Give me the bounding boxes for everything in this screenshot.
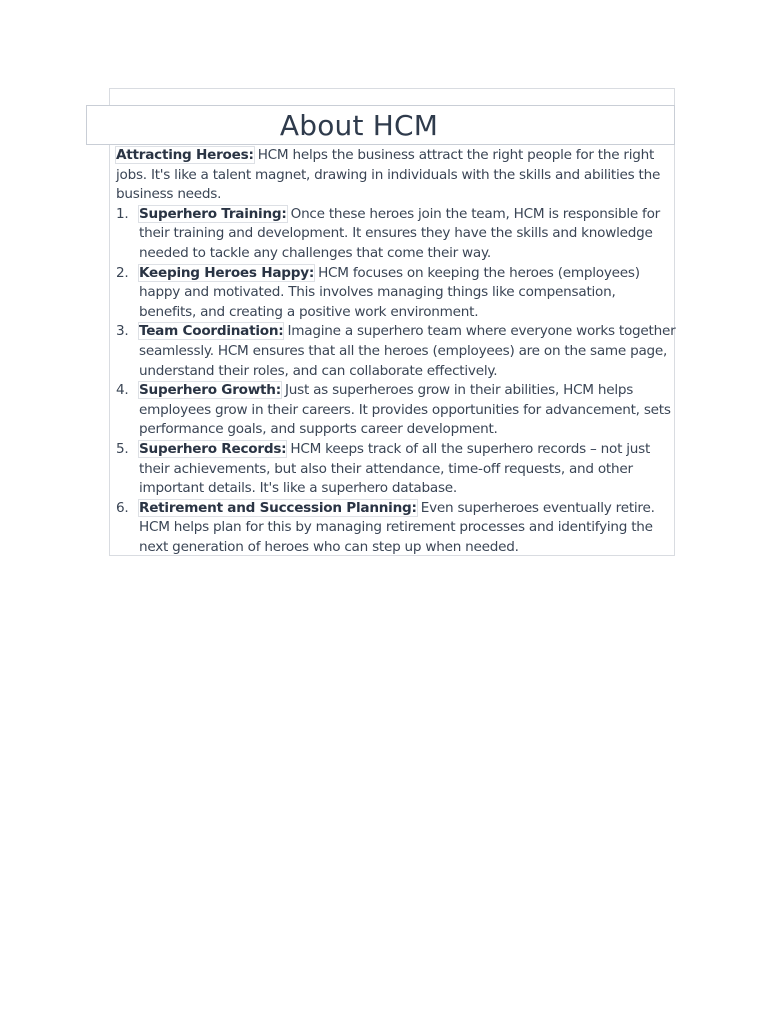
page-title: About HCM — [279, 109, 439, 142]
list-item-number: 4. — [116, 382, 129, 399]
list-item — [116, 322, 676, 381]
list-item-term: Team Coordination: — [139, 323, 284, 340]
list-item-term: Superhero Growth: — [139, 382, 281, 399]
list-item-text: Just as superheroes grow in their abilities, HCM helps employees grow in their careers. It provides opportunities for advancement, sets performance goals, and supports career development. — [139, 382, 671, 438]
list-item-term: Superhero Training: — [139, 205, 287, 222]
list-item-number: 2. — [116, 264, 129, 281]
intro-text: HCM helps the business attract the right people for the right jobs. It's like a talent magnet, drawing in individuals with the skills and abilities the business needs. — [116, 147, 661, 203]
list-item — [116, 264, 676, 323]
list-item-text: HCM focuses on keeping the heroes (employees) happy and motivated. This involves managing things like compensation, benefits, and creating a positive work environment. — [139, 264, 640, 320]
list-item — [116, 440, 676, 499]
intro-paragraph — [116, 146, 676, 205]
list-item-text: Even superheroes eventually retire. HCM helps plan for this by managing retirement processes and identifying the next generation of heroes who can step up when needed. — [139, 499, 655, 555]
hcm-function-list — [116, 205, 676, 558]
list-item — [116, 381, 676, 440]
list-item — [116, 205, 676, 264]
list-item-number: 1. — [116, 205, 129, 222]
list-item-text: HCM keeps track of all the superhero records – not just their achievements, but also their attendance, time-off requests, and other important details. It's like a superhero database. — [139, 440, 651, 497]
list-item-term: Keeping Heroes Happy: — [139, 264, 315, 281]
list-item-number: 6. — [116, 499, 129, 516]
header-strip — [109, 88, 675, 106]
list-item-term: Superhero Records: — [139, 440, 287, 457]
list-item-number: 3. — [116, 323, 129, 340]
intro-term: Attracting Heroes: — [116, 147, 254, 163]
document-body — [116, 146, 676, 557]
list-item-text: Imagine a superhero team where everyone works together seamlessly. HCM ensures that all the heroes (employees) are on the same page, understand their roles, and can collaborate effectively. — [139, 323, 676, 379]
list-item-number: 5. — [116, 440, 129, 457]
list-item-text: Once these heroes join the team, HCM is responsible for their training and development. It ensures they have the skills and knowledge needed to tackle any challenges that come their way. — [139, 205, 660, 261]
list-item-term: Retirement and Succession Planning: — [139, 499, 417, 516]
list-item — [116, 499, 676, 558]
